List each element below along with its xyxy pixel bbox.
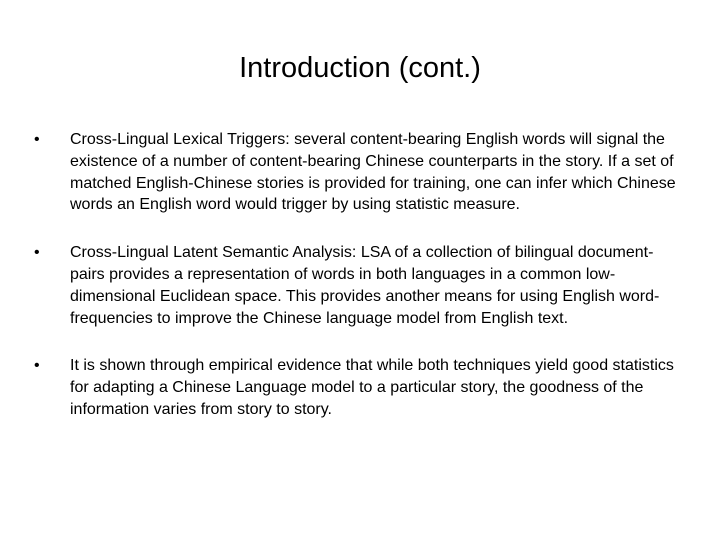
slide-title: Introduction (cont.): [239, 52, 481, 84]
bullet-marker: •: [34, 244, 40, 262]
bullet-marker: •: [34, 131, 40, 148]
bullet-item-empirical-evidence: [0, 355, 720, 420]
bullet-list: [0, 129, 720, 447]
bullet-text: Cross-Lingual Lexical Triggers: several content-bearing English words will signal the existence of a number of content-bearing Chinese counterparts in the story. If a set of matched English-Chinese stories is provided for training, one can infer which Chinese words an English word would trigger by using statistic measure.: [70, 131, 676, 214]
bullet-text: It is shown through empirical evidence that while both techniques yield good statistics for adapting a Chinese Language model to a particular story, the goodness of the information varies from story to story.: [70, 357, 674, 418]
bullet-item-latent-semantic-analysis: [0, 242, 720, 329]
bullet-marker: •: [34, 357, 40, 375]
bullet-item-lexical-triggers: [0, 129, 720, 216]
bullet-text: Cross-Lingual Latent Semantic Analysis: LSA of a collection of bilingual document-pairs provides a representation of words in both languages in a common low-dimensional Euclidean space. This provides another means for using English word-frequencies to improve the Chinese language model from English text.: [70, 244, 660, 327]
